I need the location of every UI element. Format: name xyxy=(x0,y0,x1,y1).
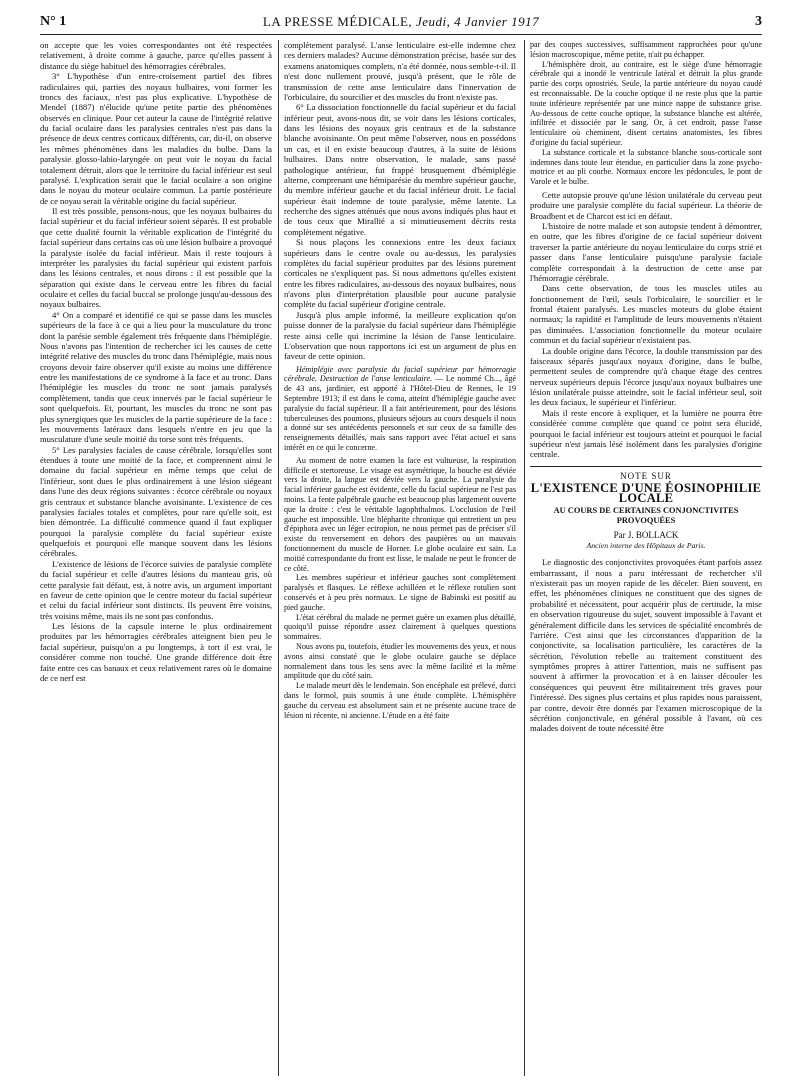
paragraph: La double origine dans l'écorce, la double transmission par des faisceaux séparés jusqu'aux noyaux d'origine, dans le bulbe, permettent seules de comprendre qu'à chaque étage des centres nerveux supérieurs depuis l'écorce jusqu'aux noyaux bulbaires une lésion unilatérale puisse atteindre, soit le facial inférieur seul, soit les deux faciaux, le supérieur et l'inférieur. xyxy=(530,345,762,408)
article-heading xyxy=(530,466,762,552)
issue-number: N° 1 xyxy=(40,14,67,29)
issue-date: Jeudi, 4 Janvier 1917 xyxy=(415,14,540,29)
paragraph: Cette autopsie prouve qu'une lésion unilatérale du cerveau peut produire une paralysie complète du facial supérieur. La théorie de Broadbent et de Charcot est ici en défaut. xyxy=(530,189,762,221)
article-author: Par J. BOLLACK xyxy=(613,529,679,540)
article-title: L'EXISTENCE D'UNE ÉOSINOPHILIE LOCALE xyxy=(530,481,762,506)
paragraph: L'existence de lésions de l'écorce suivies de paralysie complète du facial supérieur et celle d'autres lésions du manteau gris, où cette paralysie fait défaut, est, à notre avis, un argument important en faveur de cette opinion que le centre moteur du facial supérieur et celui du facial inférieur sont distincts. Ils peuvent être voisins, très voisins même, mais ils ne sont pas confondus. xyxy=(40,558,272,621)
paragraph: Au moment de notre examen la face est vultueuse, la respiration difficile et stertoreuse. Le visage est asymétrique, la bouche est déviée vers la droite, la langue est déviée vers la gauche. La paralysie du facial inférieur gauche est évidente, celle du facial supérieur ne l'est pas moins. La fente palpébrale gauche est beaucoup plus largement ouverte que la droite : c'est le véritable lagophthalmos. L'occlusion de l'œil gauche est impossible. Une blépharite chronique qui entretient un peu d'épiphora avec un léger ectropion, ne nous permet pas de préciser s'il existe du renversement en dehors des paupières ou un mauvais fonctionnement du muscle de Horner. Le globe oculaire est sain. La moitié correspondante du front est lisse, le malade ne peut le froncer de ce côté. xyxy=(284,455,516,573)
observation-title: Hémiplégie avec paralysie du facial supérieur par hémorragie cérébrale. Destruction de l'anse lenticulaire. xyxy=(284,364,516,384)
paragraph: L'hémisphère droit, au contraire, est le siège d'une hémorragie cérébrale qui a inondé le ventricule latéral et détruit la plus grande partie des corps optostriés. Seule, la partie antérieure du noyau caudé est reconnaissable. De la couche optique il ne reste plus que la partie toute inférieure représentée par une mince nappe de substance grise. Au-dessous de cette couche optique, la substance blanche est altérée, infiltrée et dissociée par le sang. Or, à cet endroit, passe l'anse lenticulaire où cheminent, disent certains anatomistes, les fibres d'origine du facial supérieur. xyxy=(530,59,762,147)
journal-title xyxy=(40,14,762,30)
paragraph: par des coupes successives, suffisamment rapprochées pour qu'une lésion macroscopique, même petite, n'ait pu échapper. xyxy=(530,40,762,59)
column-left xyxy=(40,40,272,1076)
paragraph: Le diagnostic des conjonctivites provoquées étant parfois assez embarrassant, il nous a paru intéressant de rechercher s'il n'existerait pas un moyen rapide de les déceler. Bien souvent, en effet, les phénomènes cliniques ne constituent que des signes de probabilité et nécessitent, pour acquérir plus de certitude, la mise en observation rigoureuse du sujet, souvent impossible à l'avant et généralement difficile dans les services de spécialité encombrés de l'arrière. C'est ainsi que les circonstances d'apparition de la conjonctivite, sa localisation particulière, les caractères de la sécrétion, l'évolution rebelle au traitement constituent des symptômes propres à attirer l'attention, mais ne suffisent pas souvent à affirmer la provocation et à en laisser découler les conséquences qui peuvent être militairement très graves pour l'intéressé. Des signes plus certains et plus rapides nous paraissent, par contre, devoir être donnés par l'examen microscopique de la sécrétion conjonctivale, en général possible à l'avant, où ces malades doivent de toute nécessité être xyxy=(530,557,762,734)
paragraph: Le malade meurt dès le lendemain. Son encéphale est prélevé, durci dans le formol, puis soumis à une étude complète. L'hémisphère gauche du cerveau est absolument sain et ne présente aucune trace de lésion ni récente, ni ancienne. L'étude en a été faite xyxy=(284,681,516,720)
journal-name: LA PRESSE MÉDICALE, xyxy=(262,14,413,29)
page-header xyxy=(40,12,762,35)
paragraph: Mais il reste encore à expliquer, et la lumière ne pourra être considérée comme complète que quand ce point sera élucidé, pourquoi le facial inférieur est toujours atteint et pourquoi le facial supérieur n'est jamais lésé isolément dans les paralysies d'origine centrale. xyxy=(530,407,762,460)
paragraph: Il est très possible, pensons-nous, que les noyaux bulbaires du facial supérieur et du facial inférieur soient séparés. Il est probable que cette dualité fournit la véritable explication de l'intégrité du facial supérieur dans certains cas où une lésion bulbaire a provoqué la paralysie isolée du facial inférieur. Mais il reste toujours à interpréter les paralysies du facial supérieur qui existent parfois dans les lésions centrales, et nous dirons : il est possible que la séparation qui existe dans le cerveau entre les fibres du facial oculaire et celles du facial buccal se prolonge jusqu'au-dessous des noyaux bulbaires. xyxy=(40,206,272,310)
column-divider xyxy=(524,40,525,1076)
paragraph: on accepte que les voies correspondantes ont été respectées relativement, à droite comme à gauche, parce qu'elles passent à distance du siège habituel des hémorragies cérébrales. xyxy=(40,40,272,71)
observation-paragraph xyxy=(284,365,516,453)
paragraph: Les lésions de la capsule interne le plus ordinairement produites par les hémorragies cérébrales atteignent bien peu le facial supérieur, puisqu'on a pu longtemps, à tort il est vrai, le considérer comme non touché. Une grande différence doit être faite entre ces cas banaux et ceux relativement rares où le domaine de ce nerf est xyxy=(40,621,272,683)
paragraph: L'état cérébral du malade ne permet guère un examen plus détaillé, quoiqu'il puisse répondre assez clairement à quelques questions sommaires. xyxy=(284,612,516,642)
article-subtitle: AU COURS DE CERTAINES CONJONCTIVITES PROVOQUÉES xyxy=(553,505,739,526)
column-middle xyxy=(284,40,516,1076)
author-affiliation: Ancien interne des Hôpitaux de Paris. xyxy=(586,540,706,550)
paragraph: La substance corticale et la substance blanche sous-corticale sont indemnes dans toute leur étendue, en particulier dans la zone psycho-motrice et au pli courbe. Normaux encore les pédoncules, le pont de Varole et le bulbe. xyxy=(530,147,762,187)
paragraph: complètement paralysé. L'anse lenticulaire est-elle indemne chez ces derniers malades? Aucune démonstration précise, basée sur des examens anatomiques complets, n'a été donnée, nous semble-t-il. Il n'est donc nullement prouvé, jusqu'à présent, que le rôle de transmission de cette anse lenticulaire dans l'innervation de l'orbiculaire, du sourcilier et des muscles du front n'existe pas. xyxy=(284,40,516,102)
paragraph: Nous avons pu, toutefois, étudier les mouvements des yeux, et nous avons ainsi constaté que le globe oculaire gauche se déplace normalement dans tous les sens avec la même facilité et la même amplitude que du côté sain. xyxy=(284,641,516,681)
column-divider xyxy=(278,40,279,1076)
paragraph: 6° La dissociation fonctionnelle du facial supérieur et du facial inférieur peut, avons-nous dit, se voir dans les lésions corticales, dans les lésions des noyaux gris centraux et de la substance blanche avoisinante. On peut même l'observer, nous en possédons un cas, et il en existe beaucoup d'autres, à la suite de lésions bulbaires. Dans notre observation, le malade, sans passé pathologique antérieur, fut frappé brusquement d'hémiplégie alterne, comprenant une hémiparésie du membre supérieur gauche, du membre inférieur gauche et du facial inférieur droit. Le facial supérieur était indemne de toute paralysie, même latente. La recherche des signes atténués que nous avons indiqués plus haut et de tous ceux que Mirallié a si minutieusement décrits resta complètement négative. xyxy=(284,102,516,237)
page-number: 3 xyxy=(755,14,762,29)
observation-text: — Le nommé Ch..., âgé de 43 ans, jardinier, est apporté à l'Hôtel-Dieu de Rennes, le 19 Septembre 1913; il est dans le coma, atteint d'hémiplégie gauche avec paralysie du facial supérieur. Il a fait antérieurement, pour des lésions tuberculeuses des poumons, plusieurs séjours au cours desquels il nous a donné sur ses antécédents personnels et sur ceux de sa famille des renseignements détaillés, mais sans rapport avec l'état actuel et sans intérêt en ce qui le concerne. xyxy=(284,374,516,452)
paragraph: 5° Les paralysies faciales de cause cérébrale, lorsqu'elles sont étendues à toute une moitié de la face, et comprennent ainsi le domaine du facial supérieur en même temps que celui de l'inférieur, sont dues le plus ordinairement à une lésion siégeant dans l'une des deux régions suivantes : écorce cérébrale ou noyaux gris centraux et substance blanche avoisinante. L'existence de ces paralysies faciales totales et complètes, pour rare qu'elle soit, est bien démontrée. La difficulté commence quand il faut expliquer pourquoi la paralysie complète du facial supérieur existe quelquefois et pourquoi elle manque souvent dans les lésions cérébrales. xyxy=(40,444,272,559)
paragraph: Si nous plaçons les connexions entre les deux faciaux supérieurs dans le centre ovale ou au-dessus, les paralysies complètes du facial supérieur produites par des lésions purement corticales ne s'expliquent pas. Si nous admettons qu'elles existent entre les fibres radiculaires, au-dessous des noyaux bulbaires, nous n'avons plus d'interprétation plausible pour aucune paralysie complète du facial supérieur d'origine centrale. xyxy=(284,237,516,310)
paragraph: 3° L'hypothèse d'un entre-croisement partiel des fibres radiculaires qui, parties des noyaux bulbaires, vont former les troncs des faciaux, n'est pas plus explicative. L'hypothèse de Mendel (1887) n'élucide qu'une petite partie des phénomènes observés en clinique. Pour cet auteur la cause de l'intégrité relative du facial oculaire dans les paralysies centrales n'est pas dans la présence de deux centres corticaux différents, car, dit-il, on observe les mêmes phénomènes dans les maladies du bulbe. Dans la paralysie glosso-labio-laryngée on peut voir le noyau du facial totalement détruit, alors que le territoire du facial inférieur est seul paralysé. L'explication serait que le facial oculaire a son origine dans le noyau du moteur oculaire commun. La partie postérieure de ce noyau serait la véritable origine du facial supérieur. xyxy=(40,71,272,206)
column-right xyxy=(530,40,762,1076)
paragraph: 4° On a comparé et identifié ce qui se passe dans les muscles supérieurs de la face à ce qui a lieu pour la musculature du tronc dont la parésie semble également très fréquente dans l'hémiplégie. Nous n'avons pas l'intention de rechercher ici les causes de cette intégrité relative des muscles du tronc dans l'hémiplégie, mais nous croyons devoir faire observer qu'il existe au moins une différence entre les manifestations de ce syndrome à la face et au tronc. Dans l'hémiplégie les muscles du tronc ne sont jamais paralysés complètement, tandis que ceux innervés par le facial supérieur le sont quelquefois. Et, pourtant, les muscles du tronc ne sont pas plus synergiques que les muscles de la partie supérieure de la face : les mouvements latéraux dans lesquels n'entre en jeu que la musculature d'une seule moitié du torse sont très fréquents. xyxy=(40,309,272,445)
paragraph: Jusqu'à plus ample informé, la meilleure explication qu'on puisse donner de la paralysie du facial supérieur dans l'hémiplégie reste ainsi celle qui incrimine la lésion de l'anse lenticulaire. L'observation que nous rapportons ici est un argument de plus en faveur de cette opinion. xyxy=(284,309,516,362)
paragraph: Dans cette observation, de tous les muscles utiles au fonctionnement de l'œil, seuls l'orbiculaire, le sourcilier et le frontal étaient paralysés. Les muscles moteurs du globe étaient normaux; la rapidité et l'amplitude de leurs mouvements n'étaient pas diminuées. L'association fonctionnelle du moteur oculaire commun et du facial supérieur n'existaient pas. xyxy=(530,283,762,346)
note-label: NOTE SUR xyxy=(620,470,672,481)
section-rule xyxy=(530,466,762,467)
paragraph: L'histoire de notre malade et son autopsie tendent à démontrer, en outre, que les fibres d'origine de ce facial supérieur doivent traverser la partie antérieure du noyau lenticulaire du corps strié et passer dans l'anse lenticulaire puisqu'une paralysie faciale complète correspondait à la destruction de cette anse par l'hémorragie cérébrale. xyxy=(530,221,762,283)
paragraph: Les membres supérieur et inférieur gauches sont complètement paralysés et flasques. Le réflexe achilléen et le réflexe rotulien sont conservés et à peu près normaux. Le signe de Babinski est positif au pied gauche. xyxy=(284,573,516,612)
